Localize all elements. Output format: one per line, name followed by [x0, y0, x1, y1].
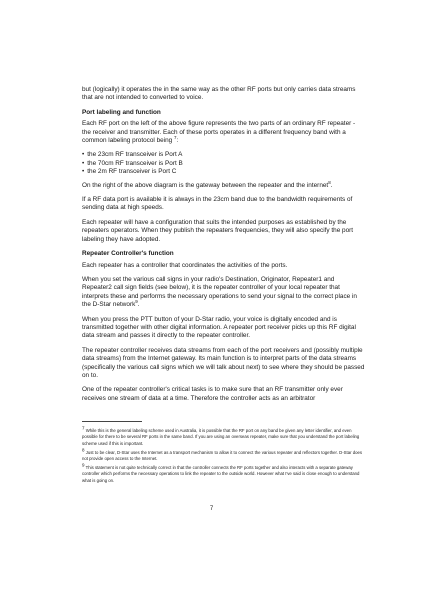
paragraph-port-description: Each RF port on the left of the above figure represents the two parts of an ordinary RF repeater - the receiver and transmitter. Each of these ports operates in a different frequency band with a common labeling protocol being $^7$:	[82, 120, 356, 145]
intro-paragraph: but (logically) it operates the in the same way as the other RF ports but only carries data streams that are not intended to converted to voice.	[82, 86, 356, 102]
paragraph-controller-intro: Each repeater has a controller that coordinates the activities of the ports.	[82, 261, 288, 269]
heading-repeater-controller: Repeater Controller's function	[82, 250, 174, 258]
footnote-9: $^9$ This statement is not quite technically correct in that the controller connects the RF ports together and also interacts with a separate gateway controller which performs the necessary operations to link the repeater to the outside world. However what I've said is close enough to understand what is going on.	[82, 462, 360, 483]
footnote-8: $^8$ Just to be clear, D-Star uses the Internet as a transport mechanism to allow it to connect the various repeater and reflectors together. D-Star does not provide open access to the Internet.	[82, 447, 363, 461]
footnote-ref-7: 7	[174, 134, 177, 140]
paragraph-gateway: On the right of the above diagram is the gateway between the repeater and the internet$^8$.	[82, 179, 333, 189]
paragraph-configuration: Each repeater will have a configuration that suits the intended purposes as established by the repeaters operators. When they publish the repeaters frequencies, they will also specify the port labeling they have adopted.	[82, 218, 354, 243]
paragraph-ptt: When you press the PTT button of your D-Star radio, your voice is digitally encoded and is transmitted together with other digital information. A repeater port receiver picks up this RF digital data stream and passes it directly to the repeater controller.	[82, 315, 356, 340]
page-number: 7	[209, 506, 214, 512]
port-list	[82, 151, 365, 176]
paragraph-call-signs: When you set the various call signs in your radio's Destination, Originator, Repeater1 and Repeater2 call sign fields (see below), it is the repeater controller of your local repeater that interprets these and performs the necessary operations to send your signal to the correct place in the D-Star network$^9$.	[82, 275, 357, 309]
footnote-7: $^7$ While this is the general labeling scheme used in Australia, it is possible that the RF port on any band be given any letter identifier, and even possible for there to be several RF ports in the same band. If you are using an overseas repeater, make sure that you understand the port labeling scheme used if this is important.	[82, 425, 360, 446]
footnote-ref-8: 8	[328, 179, 331, 185]
paragraph-data-streams: The repeater controller receives data streams from each of the port receivers and (possibly multiple data streams) from the Internet gateway. Its main function is to interpret parts of the data streams (specifically the various call signs which we will talk about next) to see where they should be passed on to.	[82, 346, 365, 379]
paragraph-arbitrator: One of the repeater controller's critical tasks is to make sure that an RF transmitter only ever receives one stream of data at a time. Therefore the controller acts as an arbitrator	[82, 386, 343, 402]
heading-port-labeling: Port labeling and function	[82, 108, 161, 116]
list-item: • the 70cm RF transceiver is Port B	[82, 160, 365, 168]
footnote-divider	[82, 421, 142, 422]
footnote-ref-9: 9	[135, 299, 138, 304]
paragraph-data-port: If a RF data port is available it is always in the 23cm band due to the bandwidth requirements of sending data at high speeds.	[82, 196, 353, 212]
list-item: • the 23cm RF transceiver is Port A	[82, 151, 365, 159]
list-item: • the 2m RF transceiver is Port C	[82, 168, 365, 176]
